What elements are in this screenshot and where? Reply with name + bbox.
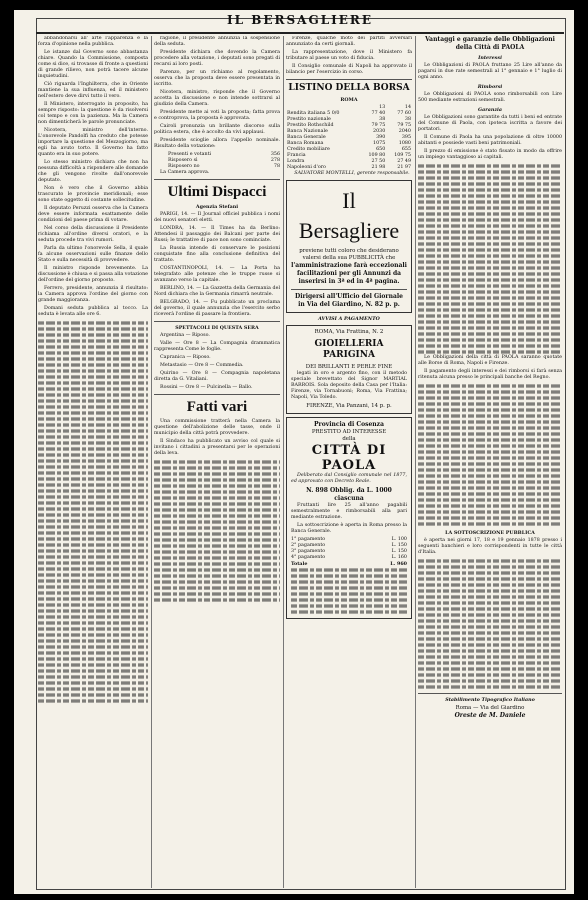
paragraph: Le Obbligazioni sono garantite da tutti i beni ed entrate del Comune di Paola, con ipoteca iscritta a favore dei portatori.	[418, 115, 562, 132]
printer-signature: Oreste de M. Daniele	[454, 712, 526, 719]
market-row: Francia 109 80 109 75	[287, 153, 411, 158]
paragraph: Il Consiglio comunale di Napoli ha approvato il bilancio per l'esercizio in corso.	[286, 64, 412, 75]
ad-footer: FIRENZE, Via Panzani, 14 p. p.	[306, 403, 392, 409]
paragraph: Il Ministero, interrogato in proposito, ha sempre risposto: la questione è da risolversi col tempo e con la pazienza. Ma la Camera non dimenticherà le parole pronunciate.	[38, 102, 148, 125]
subscription-title: LA SOTTOSCRIZIONE PUBBLICA	[445, 530, 535, 536]
show-item: Metastasio — Ore 8 — Commedia.	[160, 363, 244, 368]
ad-body: legati in oro e argento fino, con il metodo speciale brevettato del Signor MARTIAL BARROIS. Sola deposito della Casa per l'Italia: Firenze, via Tornabuoni; Roma, Via Frattina; Napoli, Via Toledo.	[291, 371, 407, 400]
text-lines	[154, 459, 280, 603]
ad-shop-name: GIOIELLERIA PARIGINA	[314, 339, 384, 360]
dispatch: COSTANTINOPOLI, 14. — La Porta ha telegrafato alle potenze che le truppe russe si avanzano verso la capitale.	[154, 266, 280, 283]
ad-contact: Dirigersi all'Ufficio del Giornale in Via del Giardino, N. 82 p. p.	[295, 293, 403, 308]
dispatch-subtitle: Agenzia Stefani	[195, 204, 239, 210]
guarantee-title: Garanzia	[478, 107, 502, 113]
divider	[291, 289, 407, 290]
market-row: Prestito nazionale 38 38	[287, 117, 411, 122]
dispatch: LONDRA, 14. — Il Times ha da Berlino: Attendesi il passaggio dei Balcani per parte dei Russi; le trattative di pace non sono cominciate.	[154, 226, 280, 243]
market-row: Banca Romana 1075 1080	[287, 141, 411, 146]
divider	[418, 693, 562, 694]
dispatch: La Russia intende di conservare le posizioni conquistate fino alla conclusione definitiva del trattato.	[154, 246, 280, 263]
varie-item: Il Sindaco ha pubblicato un avviso col quale si invitano i cittadini a presentarsi per le operazioni della leva.	[154, 439, 280, 456]
paragraph: Lo stesso ministro dichiara che non ha nessuna difficoltà a rispondere alle domande che gli vengono rivolte dall'onorevole deputato.	[38, 160, 148, 183]
paragraph: Presidente scioglie allora l'appello nominale. Risultato della votazione:	[154, 138, 280, 149]
loan-obligations: N. 898 Obblig. da L. 1000 ciascuna	[306, 487, 392, 502]
paola-headline: Vantaggi e garanzie delle Obbligazioni della Città di PAOLA	[425, 36, 555, 51]
market-city: ROMA	[340, 97, 358, 103]
loan-note: Deliberato dal Consiglio comunale nel 1877, ed approvato con Decreto Reale.	[291, 473, 407, 484]
interest-title: Interessi	[478, 55, 502, 61]
column-2	[154, 36, 280, 888]
market-header-row: 13 14	[379, 105, 411, 110]
vote-results	[154, 152, 280, 170]
paragraph: Il Comune di Paola ha una popolazione di oltre 10000 abitanti e possiede vasti beni patrimoniali.	[418, 135, 562, 146]
show-item: Capranica — Riposo.	[160, 355, 211, 360]
paragraph: La rappresentazione, dove il Ministero fa tributare al paese un voto di fiducia.	[286, 50, 412, 61]
divider	[286, 79, 412, 80]
vote-row: Risposero no 78	[168, 164, 280, 169]
paragraph: è aperta nei giorni 17, 18 e 19 gennaio 1878 presso i seguenti banchieri e loro corrispondenti in tutte le città d'Italia.	[418, 538, 562, 555]
ad-title: Il Bersagliere	[298, 188, 400, 243]
varie-item: Una commissione tratterà nella Camera la questione dell'abolizione delle tasse, onde il municipio della città potrà provvedere.	[154, 419, 280, 436]
newspaper-page	[14, 10, 574, 894]
loan-city-prefix: della	[342, 436, 356, 442]
market-row: Napoleoni d'oro 21 98 21 97	[287, 165, 411, 170]
paragraph: Presidente dichiara che dovendo la Camera procedere alla votazione, i deputati sono pregati di recarsi ai loro posti.	[154, 50, 280, 67]
text-lines	[418, 163, 562, 355]
shows-title: SPETTACOLI DI QUESTA SERA	[175, 325, 259, 331]
payment-row: 1° pagamento L. 100	[291, 537, 407, 542]
paragraph: Presidente mette ai voti la proposta; fatta prova e controprova, la proposta è approvata.	[154, 110, 280, 121]
paragraph: Il ministro risponde brevemente. La discussione è chiusa e si passa alla votazione dell'ordine del giorno proposto.	[38, 266, 148, 283]
divider	[154, 321, 280, 322]
market-row: Banca Nazionale 2030 2040	[287, 129, 411, 134]
payment-row: 4° pagamento L. 160	[291, 555, 407, 560]
vote-note: La Camera approva.	[160, 170, 210, 175]
market-row: Prestito Rothschild 79 75 79 75	[287, 123, 411, 128]
text-lines	[291, 567, 407, 615]
column-3	[286, 36, 412, 888]
vote-row: Presenti e votanti 356	[168, 152, 280, 157]
text-lines	[418, 383, 562, 527]
payment-row: 2° pagamento L. 150	[291, 543, 407, 548]
dispatch: PARIGI, 14. — Il Journal officiel pubblica i nomi dei nuovi senatori eletti.	[154, 212, 280, 223]
paragraph: abbandonarsi all' arte l'apparenza e la forza d'opinione nella pubblica.	[38, 36, 148, 47]
paragraph: Le Obbligazioni di PAOLA fruttano 25 Lire all'anno da pagarsi in due rate semestrali al 1° gennaio e 1° luglio di ogni anno.	[418, 63, 562, 80]
dispatch: BERLINO, 14. — La Gazzetta della Germania del Nord dichiara che la Germania rimarrà neutrale.	[154, 286, 280, 297]
column-rule	[283, 36, 284, 888]
divider	[154, 179, 280, 180]
column-4	[418, 36, 562, 888]
refund-title: Rimborsi	[477, 84, 503, 90]
ad-text: l'amministrazione farà eccezionali facilitazioni per gli Annunzi da inserirsi in 3ª ed in 4ª pagina.	[291, 262, 407, 285]
paragraph: Il prezzo di emissione è stato fissato in modo da offrire un impiego vantaggioso ai capitali.	[418, 149, 562, 160]
paragraph: Il deputato Peruzzi osserva che la Camera deve essere informata esattamente delle condizioni del paese prima di votare.	[38, 206, 148, 223]
paragraph: Non è vero che il Governo abbia trascurato le provincie meridionali; esse sono state oggetto di costante sollecitudine.	[38, 186, 148, 203]
show-item: Rossini — Ore 8 — Pulcinella — Ballo.	[160, 385, 253, 390]
ad-address: ROMA, Via Frattina, N. 2	[314, 329, 384, 335]
ad-subtitle: DEI BRILLANTI E PERLE FINE	[305, 364, 393, 370]
vote-row: Risposero sì 278	[168, 158, 280, 163]
show-item: Quirino — Ore 8 — Compagnia napoletana diretta da G. Vitaliani.	[154, 371, 280, 382]
text-lines	[38, 320, 148, 704]
paragraph: Il pagamento degli interessi e dei rimborsi si farà senza ritenuta alcuna presso le principali banche del Regno.	[418, 369, 562, 380]
paragraph: ragione, il presidente annunzia la sospensione della seduta.	[154, 36, 280, 47]
loan-subscription: La sottoscrizione è aperta in Roma presso la Banca Generale.	[291, 523, 407, 534]
printer-address: Roma — Via del Giardino	[455, 705, 525, 711]
dispatch-title: Ultimi Dispacci	[167, 184, 267, 200]
loan-body: Fruttanti lire 25 all'anno pagabili semestralmente e rimborsabili alla pari mediante estrazione.	[291, 503, 407, 520]
gerente-line: SALVATORE MONTELLI, gerente responsabile.	[294, 171, 410, 176]
paragraph: Ferrero, presidente, annunzia il risultato: la Camera approva l'ordine del giorno con grande maggioranza.	[38, 286, 148, 303]
paragraph: Le Obbligazioni della città di PAOLA saranno quotate alle Borse di Roma, Napoli e Firenze.	[418, 355, 562, 366]
paragraph: Nicotera, ministro dell'interno. L'onorevole Pandolfi ha creduto che potesse importare la questione del Mezzogiorno, ma egli ha avuto torto. Il Governo ha fatto quanto era in suo potere.	[38, 128, 148, 157]
text-lines	[418, 558, 562, 690]
varie-title: Fatti vari	[186, 399, 248, 415]
market-title: LISTINO DELLA BORSA	[288, 83, 410, 93]
paragraph: Firenze, qualche moto dei partiti avversari annunziato da certi giornali.	[286, 36, 412, 47]
paragraph: Le Obbligazioni di PAOLA sono rimborsabili con Lire 500 mediante estrazioni semestrali.	[418, 92, 562, 103]
market-table	[286, 105, 412, 171]
paragraph: Parla da ultimo l'onorevole Sella, il quale fa alcune osservazioni sulle finanze dello Stato e sulla necessità di provvedere.	[38, 246, 148, 263]
market-row: Londra 27 50 27 49	[287, 159, 411, 164]
paragraph: Ciò riguarda l'Inghilterra, che in Oriente mantiene la sua influenza, ed il ministero nell'estero deve dirvi tutto il vero.	[38, 82, 148, 99]
paragraph: Cairoli pronunzia un brillante discorso sulla politica estera, che è accolto da vivi applausi.	[154, 124, 280, 135]
market-row: Banca Generale 390 395	[287, 135, 411, 140]
masthead-title: IL BERSAGLIERE	[226, 13, 374, 27]
loan-payments	[291, 537, 407, 567]
column-rule	[151, 36, 152, 888]
paragraph: Parenzo, per un richiamo al regolamento, osserva che la proposta deve essere presentata in iscritto.	[154, 70, 280, 87]
market-row: Rendita italiana 5 0/0 77 40 77 60	[287, 111, 411, 116]
show-item: Valle — Ore 8 — La Compagnia drammatica rappresenta Come le foglie.	[154, 341, 280, 352]
payment-total: Totale L. 960	[291, 561, 407, 567]
jewellery-ad	[286, 325, 412, 414]
paragraph: Le istanze dal Governo sono abbastanza chiare. Quando la Commissione, composta come si dice, si trovasse di fronte a questioni di grande rilievo, non potrà tacere alcune inquietudini.	[38, 50, 148, 79]
ad-text: previene tutti coloro che desiderano valersi della sua PUBBLICITÀ che	[299, 248, 399, 261]
masthead	[36, 10, 564, 34]
loan-ad	[286, 417, 412, 619]
paragraph: Nicotera, ministro, risponde che il Governo accetta la discussione e non intende sottrarsi al giudizio della Camera.	[154, 90, 280, 107]
paragraph: Domani seduta pubblica al tocco. La seduta è levata alle ore 6.	[38, 306, 148, 317]
divider	[154, 394, 280, 395]
column-rule	[415, 36, 416, 888]
paid-ads-title: AVVISI A PAGAMENTO	[318, 316, 380, 322]
loan-province: Provincia di Cosenza	[314, 421, 384, 428]
loan-type: PRESTITO AD INTERESSE	[311, 429, 387, 435]
payment-row: 3° pagamento L. 150	[291, 549, 407, 554]
paragraph: Nel corso della discussione il Presidente richiama all'ordine diversi oratori, e la seduta procede tra vivi rumori.	[38, 226, 148, 243]
show-item: Argentina — Riposo.	[160, 333, 210, 338]
loan-city: CITTÀ DI PAOLA	[311, 443, 387, 473]
dispatch: BELGRADO, 14. — Fu pubblicato un proclama del governo, il quale annunzia che l'esercito serbo riceverà l'ordine di passare la frontiera.	[154, 300, 280, 317]
printer-name: Stabilimento Tipografico Italiano	[445, 697, 535, 703]
column-1	[38, 36, 148, 888]
market-row: Credito mobiliare 650 655	[287, 147, 411, 152]
bersagliere-ad	[286, 180, 412, 313]
